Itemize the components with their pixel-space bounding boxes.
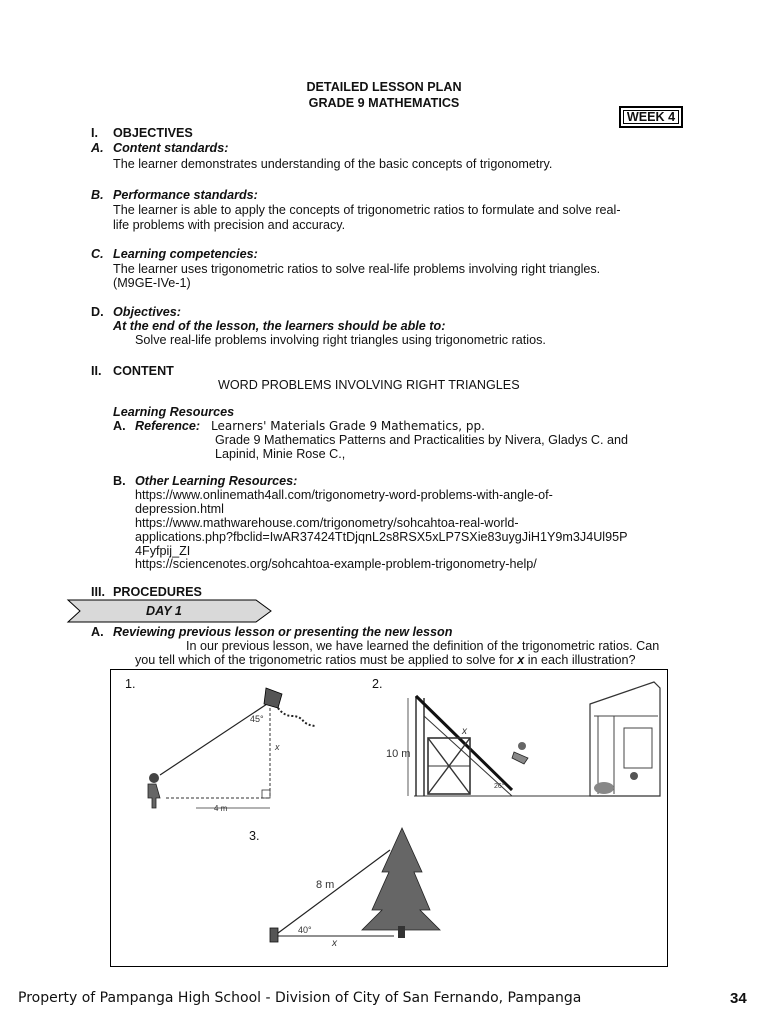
proc-a-label: A. — [91, 625, 104, 639]
content-standards-title: Content standards: — [113, 141, 229, 155]
figure-2-number: 2. — [372, 677, 383, 691]
fig3-hyp-label: 8 m — [316, 879, 335, 891]
fig2-height-label: 10 m — [386, 748, 411, 760]
section-num-2: II. — [91, 364, 102, 378]
reference-text-3: Lapinid, Minie Rose C., — [215, 447, 346, 461]
fig1-angle-label: 45° — [250, 714, 264, 724]
pine-tree-icon — [362, 828, 440, 930]
child-figure-icon — [148, 784, 160, 808]
obj-c-label: C. — [91, 247, 104, 261]
proc-a-title: Reviewing previous lesson or presenting the new lesson — [113, 625, 453, 639]
resource-link-2c[interactable]: 4Fyfpij_ZI — [135, 544, 191, 558]
section-procedures-heading: PROCEDURES — [113, 585, 202, 599]
figure-3-tree-illustration — [262, 822, 462, 962]
figure-2-slide-illustration — [384, 676, 666, 814]
sliding-child-icon — [518, 742, 526, 750]
section-num-1: I. — [91, 126, 98, 140]
proc-a-text-1: In our previous lesson, we have learned the definition of the trigonometric ratios. Can — [186, 639, 660, 653]
resource-link-2b[interactable]: applications.php?fbclid=IwAR37424TtDjqnL2s8RSX5xLP7SXie83uygJiH1Y9m3J4Ul95P — [135, 530, 628, 544]
proc-a-text-2: you tell which of the trigonometric ratios must be applied to solve for x in each illustration? — [135, 653, 636, 667]
resource-link-1a[interactable]: https://www.onlinemath4all.com/trigonometry-word-problems-with-angle-of- — [135, 488, 553, 502]
reference-label: A. — [113, 419, 126, 433]
obj-b-label: B. — [91, 188, 104, 202]
fig3-base-label: x — [332, 938, 337, 949]
fig2-angle-label: 26° — [494, 783, 505, 790]
light-source-icon — [270, 928, 278, 942]
page-number: 34 — [730, 990, 747, 1007]
figure-3-number: 3. — [249, 829, 260, 843]
resource-link-1b[interactable]: depression.html — [135, 502, 224, 516]
footer-text: Property of Pampanga High School - Division of City of San Fernando, Pampanga — [18, 990, 582, 1006]
objectives-title: Objectives: — [113, 305, 181, 319]
content-topic: WORD PROBLEMS INVOLVING RIGHT TRIANGLES — [218, 378, 520, 392]
figure-1-kite-illustration — [138, 680, 318, 815]
reference-text: Learners' Materials Grade 9 Mathematics, pp. — [211, 419, 485, 433]
fig2-hyp-label: x — [462, 726, 467, 737]
bush-icon — [594, 782, 614, 794]
obj-d-label: D. — [91, 305, 104, 319]
other-resources-label: B. — [113, 474, 126, 488]
performance-standards-title: Performance standards: — [113, 188, 258, 202]
obj-a-label: A. — [91, 141, 104, 155]
fig1-base-label: 4 m — [214, 804, 228, 813]
content-standards-text: The learner demonstrates understanding of the basic concepts of trigonometry. — [113, 157, 553, 171]
reference-text-2: Grade 9 Mathematics Patterns and Practicalities by Nivera, Gladys C. and — [215, 433, 628, 447]
doc-subtitle: GRADE 9 MATHEMATICS — [308, 96, 460, 110]
adult-figure-icon — [630, 772, 638, 780]
house-icon — [590, 682, 660, 796]
figure-1-number: 1. — [125, 677, 136, 691]
performance-standards-text-1: The learner is able to apply the concepts of trigonometric ratios to formulate and solve real- — [113, 203, 621, 217]
fig1-side-label: x — [275, 742, 280, 752]
learning-competencies-text-2: (M9GE-IVe-1) — [113, 276, 191, 290]
other-resources-title: Other Learning Resources: — [135, 474, 298, 488]
fig3-angle-label: 40° — [298, 925, 312, 935]
learning-resources-title: Learning Resources — [113, 405, 235, 419]
week-badge: WEEK 4 — [619, 106, 683, 128]
learning-competencies-text-1: The learner uses trigonometric ratios to solve real-life problems involving right triangles. — [113, 262, 601, 276]
day-label: DAY 1 — [146, 604, 182, 618]
section-content-heading: CONTENT — [113, 364, 174, 378]
resource-link-2a[interactable]: https://www.mathwarehouse.com/trigonometry/sohcahtoa-real-world- — [135, 516, 519, 530]
objectives-text: Solve real-life problems involving right triangles using trigonometric ratios. — [135, 333, 546, 347]
doc-title: DETAILED LESSON PLAN — [306, 80, 462, 94]
section-num-3: III. — [91, 585, 105, 599]
objectives-subtitle: At the end of the lesson, the learners should be able to: — [113, 319, 446, 333]
resource-link-3[interactable]: https://sciencenotes.org/sohcahtoa-example-problem-trigonometry-help/ — [135, 557, 537, 571]
child-head-icon — [149, 773, 159, 783]
reference-title: Reference: — [135, 419, 201, 433]
kite-icon — [264, 688, 282, 708]
performance-standards-text-2: life problems with precision and accuracy. — [113, 218, 346, 232]
learning-competencies-title: Learning competencies: — [113, 247, 258, 261]
section-objectives-heading: OBJECTIVES — [113, 126, 193, 140]
